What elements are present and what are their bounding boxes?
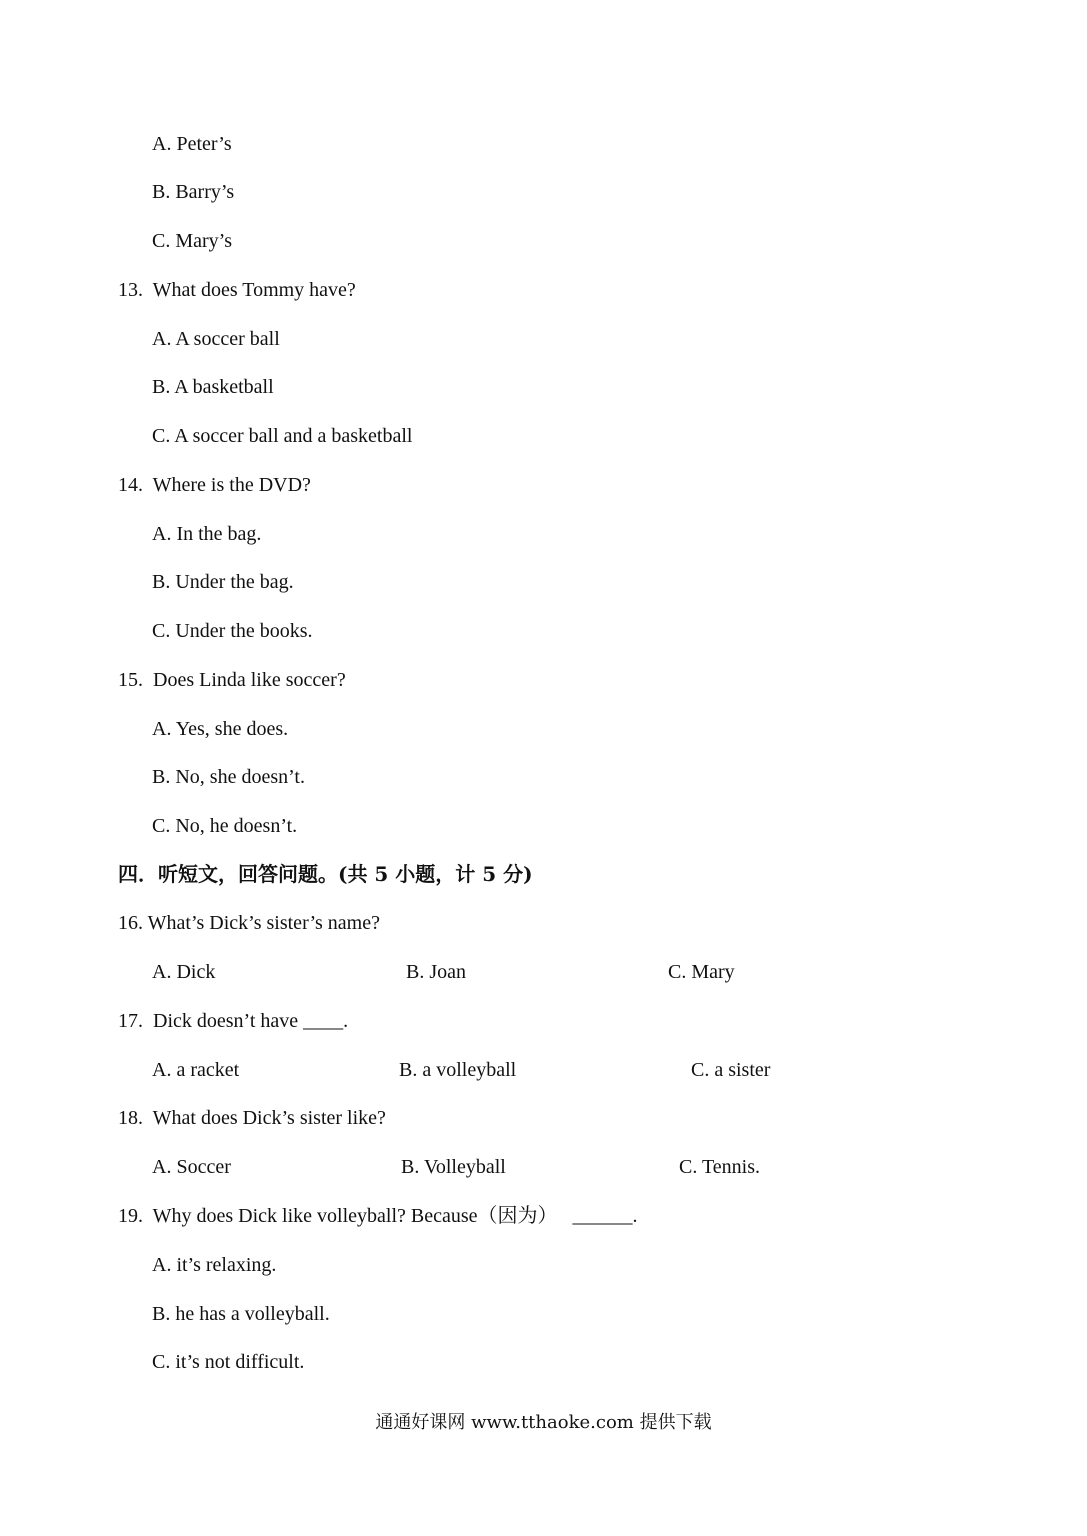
q16-options [152,960,852,984]
q17-options [152,1058,852,1082]
q13-option-c: C. A soccer ball and a basketball [152,425,413,447]
q17-option-b: B. a volleyball [399,1059,517,1081]
q19-question: 19. Why does Dick like volleyball? Because（因为） ______. [118,1205,638,1227]
q16-option-b: B. Joan [406,961,466,983]
q15-option-b: B. No, she doesn’t. [152,766,305,788]
q15-option-c: C. No, he doesn’t. [152,815,298,837]
q17-option-c: C. a sister [691,1059,771,1081]
page-footer: 通通好课网 www.tthaoke.com 提供下载 [375,1412,712,1433]
q19-option-c: C. it’s not difficult. [152,1351,305,1373]
q18-option-b: B. Volleyball [401,1156,506,1178]
q18-option-c: C. Tennis. [679,1156,761,1178]
q13-option-b: B. A basketball [152,376,274,398]
q14-question: 14. Where is the DVD? [118,474,311,496]
q16-option-a: A. Dick [152,961,216,983]
q13-question: 13. What does Tommy have? [118,279,356,301]
q17-question: 17. Dick doesn’t have ____. [118,1010,349,1032]
section-heading: 四．听短文，回答问题。(共 5 小题，计 5 分) [118,862,533,886]
q14-option-c: C. Under the books. [152,620,313,642]
q12-option-c: C. Mary’s [152,230,232,252]
q15-option-a: A. Yes, she does. [152,718,289,740]
q13-option-a: A. A soccer ball [152,328,280,350]
q16-option-c: C. Mary [668,961,735,983]
q18-question: 18. What does Dick’s sister like? [118,1107,386,1129]
q18-option-a: A. Soccer [152,1156,231,1178]
q15-question: 15. Does Linda like soccer? [118,669,346,691]
q19-option-a: A. it’s relaxing. [152,1254,277,1276]
q18-options [152,1155,852,1179]
q17-option-a: A. a racket [152,1059,240,1081]
q16-question: 16. What’s Dick’s sister’s name? [118,912,380,934]
q12-option-b: B. Barry’s [152,181,235,203]
q14-option-b: B. Under the bag. [152,571,294,593]
q12-option-a: A. Peter’s [152,133,232,155]
q14-option-a: A. In the bag. [152,523,262,545]
q19-option-b: B. he has a volleyball. [152,1303,330,1325]
